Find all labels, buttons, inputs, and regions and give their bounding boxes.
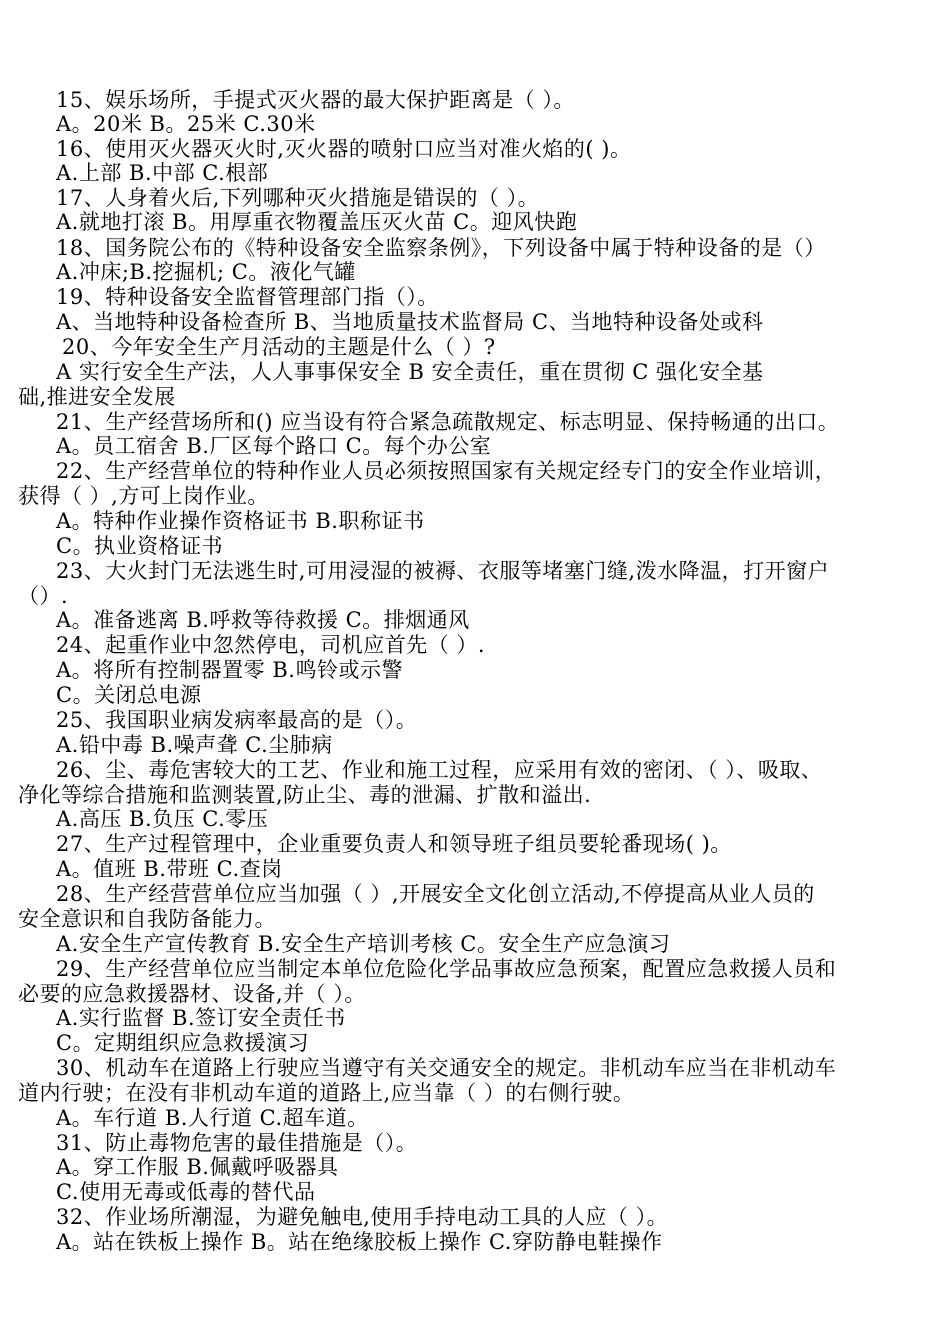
question-30: 30、机动车在道路上行驶应当遵守有关交通安全的规定。非机动车应当在非机动车 [56, 1056, 837, 1080]
options-30: A。车行道 B.人行道 C.超车道。 [56, 1106, 369, 1130]
options-23: A。准备逃离 B.呼救等待救援 C。排烟通风 [56, 608, 470, 632]
options-22-ab: A。特种作业操作资格证书 B.职称证书 [56, 509, 425, 533]
question-22: 22、生产经营单位的特种作业人员必须按照国家有关规定经专门的安全作业培训， [56, 459, 837, 483]
options-29-ab: A.实行监督 B.签订安全责任书 [56, 1006, 346, 1030]
options-16: A.上部 B.中部 C.根部 [56, 161, 269, 185]
question-19: 19、特种设备安全监督管理部门指（）。 [56, 285, 439, 309]
options-31-ab: A。穿工作服 B.佩戴呼吸器具 [56, 1155, 339, 1179]
options-20: A 实行安全生产法，人人事事保安全 B 安全责任，重在贯彻 C 强化安全基 [56, 360, 764, 384]
question-16: 16、使用灭火器灭火时,灭火器的喷射口应当对准火焰的( )。 [56, 137, 632, 161]
options-26: A.高压 B.负压 C.零压 [56, 807, 269, 831]
question-22-cont: 获得（ ）,方可上岗作业。 [18, 484, 269, 508]
question-30-cont: 道内行驶；在没有非机动车道的道路上,应当靠（ ）的右侧行驶。 [18, 1081, 635, 1105]
question-20: 20、今年安全生产月活动的主题是什么（ ）? [62, 335, 496, 359]
question-23-cont: （）. [18, 584, 69, 608]
options-21: A。员工宿舍 B.厂区每个路口 C。每个办公室 [56, 434, 492, 458]
options-20-cont: 础,推进安全发展 [18, 385, 176, 409]
question-21: 21、生产经营场所和() 应当设有符合紧急疏散规定、标志明显、保持畅通的出口。 [56, 410, 840, 434]
question-23: 23、大火封门无法逃生时,可用浸湿的被褥、衣服等堵塞门缝,泼水降温，打开窗户 [56, 559, 830, 583]
options-25: A.铅中毒 B.噪声聋 C.尘肺病 [56, 733, 333, 757]
question-31: 31、防止毒物危害的最佳措施是（）。 [56, 1131, 418, 1155]
options-27: A。值班 B.带班 C.查岗 [56, 857, 283, 881]
question-15: 15、娱乐场所，手提式灭火器的最大保护距离是（ ）。 [56, 88, 575, 112]
options-22-c: C。执业资格证书 [56, 534, 224, 558]
options-24-ab: A。将所有控制器置零 B.鸣铃或示警 [56, 658, 403, 682]
options-31-c: C.使用无毒或低毒的替代品 [56, 1180, 316, 1204]
question-26-cont: 净化等综合措施和监测装置,防止尘、毒的泄漏、扩散和溢出. [18, 783, 592, 807]
options-28: A.安全生产宣传教育 B.安全生产培训考核 C。安全生产应急演习 [56, 932, 671, 956]
options-24-c: C。关闭总电源 [56, 683, 202, 707]
options-18: A.冲床;B.挖掘机; C。液化气罐 [56, 260, 356, 284]
question-32: 32、作业场所潮湿，为避免触电,使用手持电动工具的人应（ ）。 [56, 1205, 669, 1229]
question-29: 29、生产经营单位应当制定本单位危险化学品事故应急预案，配置应急救援人员和 [56, 957, 837, 981]
question-24: 24、起重作业中忽然停电，司机应首先（ ）. [56, 633, 486, 657]
options-17: A.就地打滚 B。用厚重衣物覆盖压灭火苗 C。迎风快跑 [56, 210, 578, 234]
question-27: 27、生产过程管理中，企业重要负责人和领导班子组员要轮番现场( )。 [56, 832, 732, 856]
options-19: A、当地特种设备检查所 B、当地质量技术监督局 C、当地特种设备处或科 [56, 310, 764, 334]
options-32: A。站在铁板上操作 B。站在绝缘胶板上操作 C.穿防静电鞋操作 [56, 1230, 663, 1254]
options-29-c: C。定期组织应急救援演习 [56, 1031, 310, 1055]
question-26: 26、尘、毒危害较大的工艺、作业和施工过程，应采用有效的密闭、（ ）、吸取、 [56, 758, 823, 782]
question-28: 28、生产经营营单位应当加强（ ）,开展安全文化创立活动,不停提高从业人员的 [56, 882, 815, 906]
question-25: 25、我国职业病发病率最高的是（）。 [56, 708, 418, 732]
question-28-cont: 安全意识和自我防备能力。 [18, 907, 276, 931]
question-18: 18、国务院公布的《特种设备安全监察条例》，下列设备中属于特种设备的是（） [56, 236, 826, 260]
question-17: 17、人身着火后,下列哪种灭火措施是错误的（ ）。 [56, 186, 540, 210]
question-29-cont: 必要的应急救援器材、设备,并（ ）。 [18, 982, 366, 1006]
options-15: A。20米 B。25米 C.30米 [56, 112, 316, 136]
